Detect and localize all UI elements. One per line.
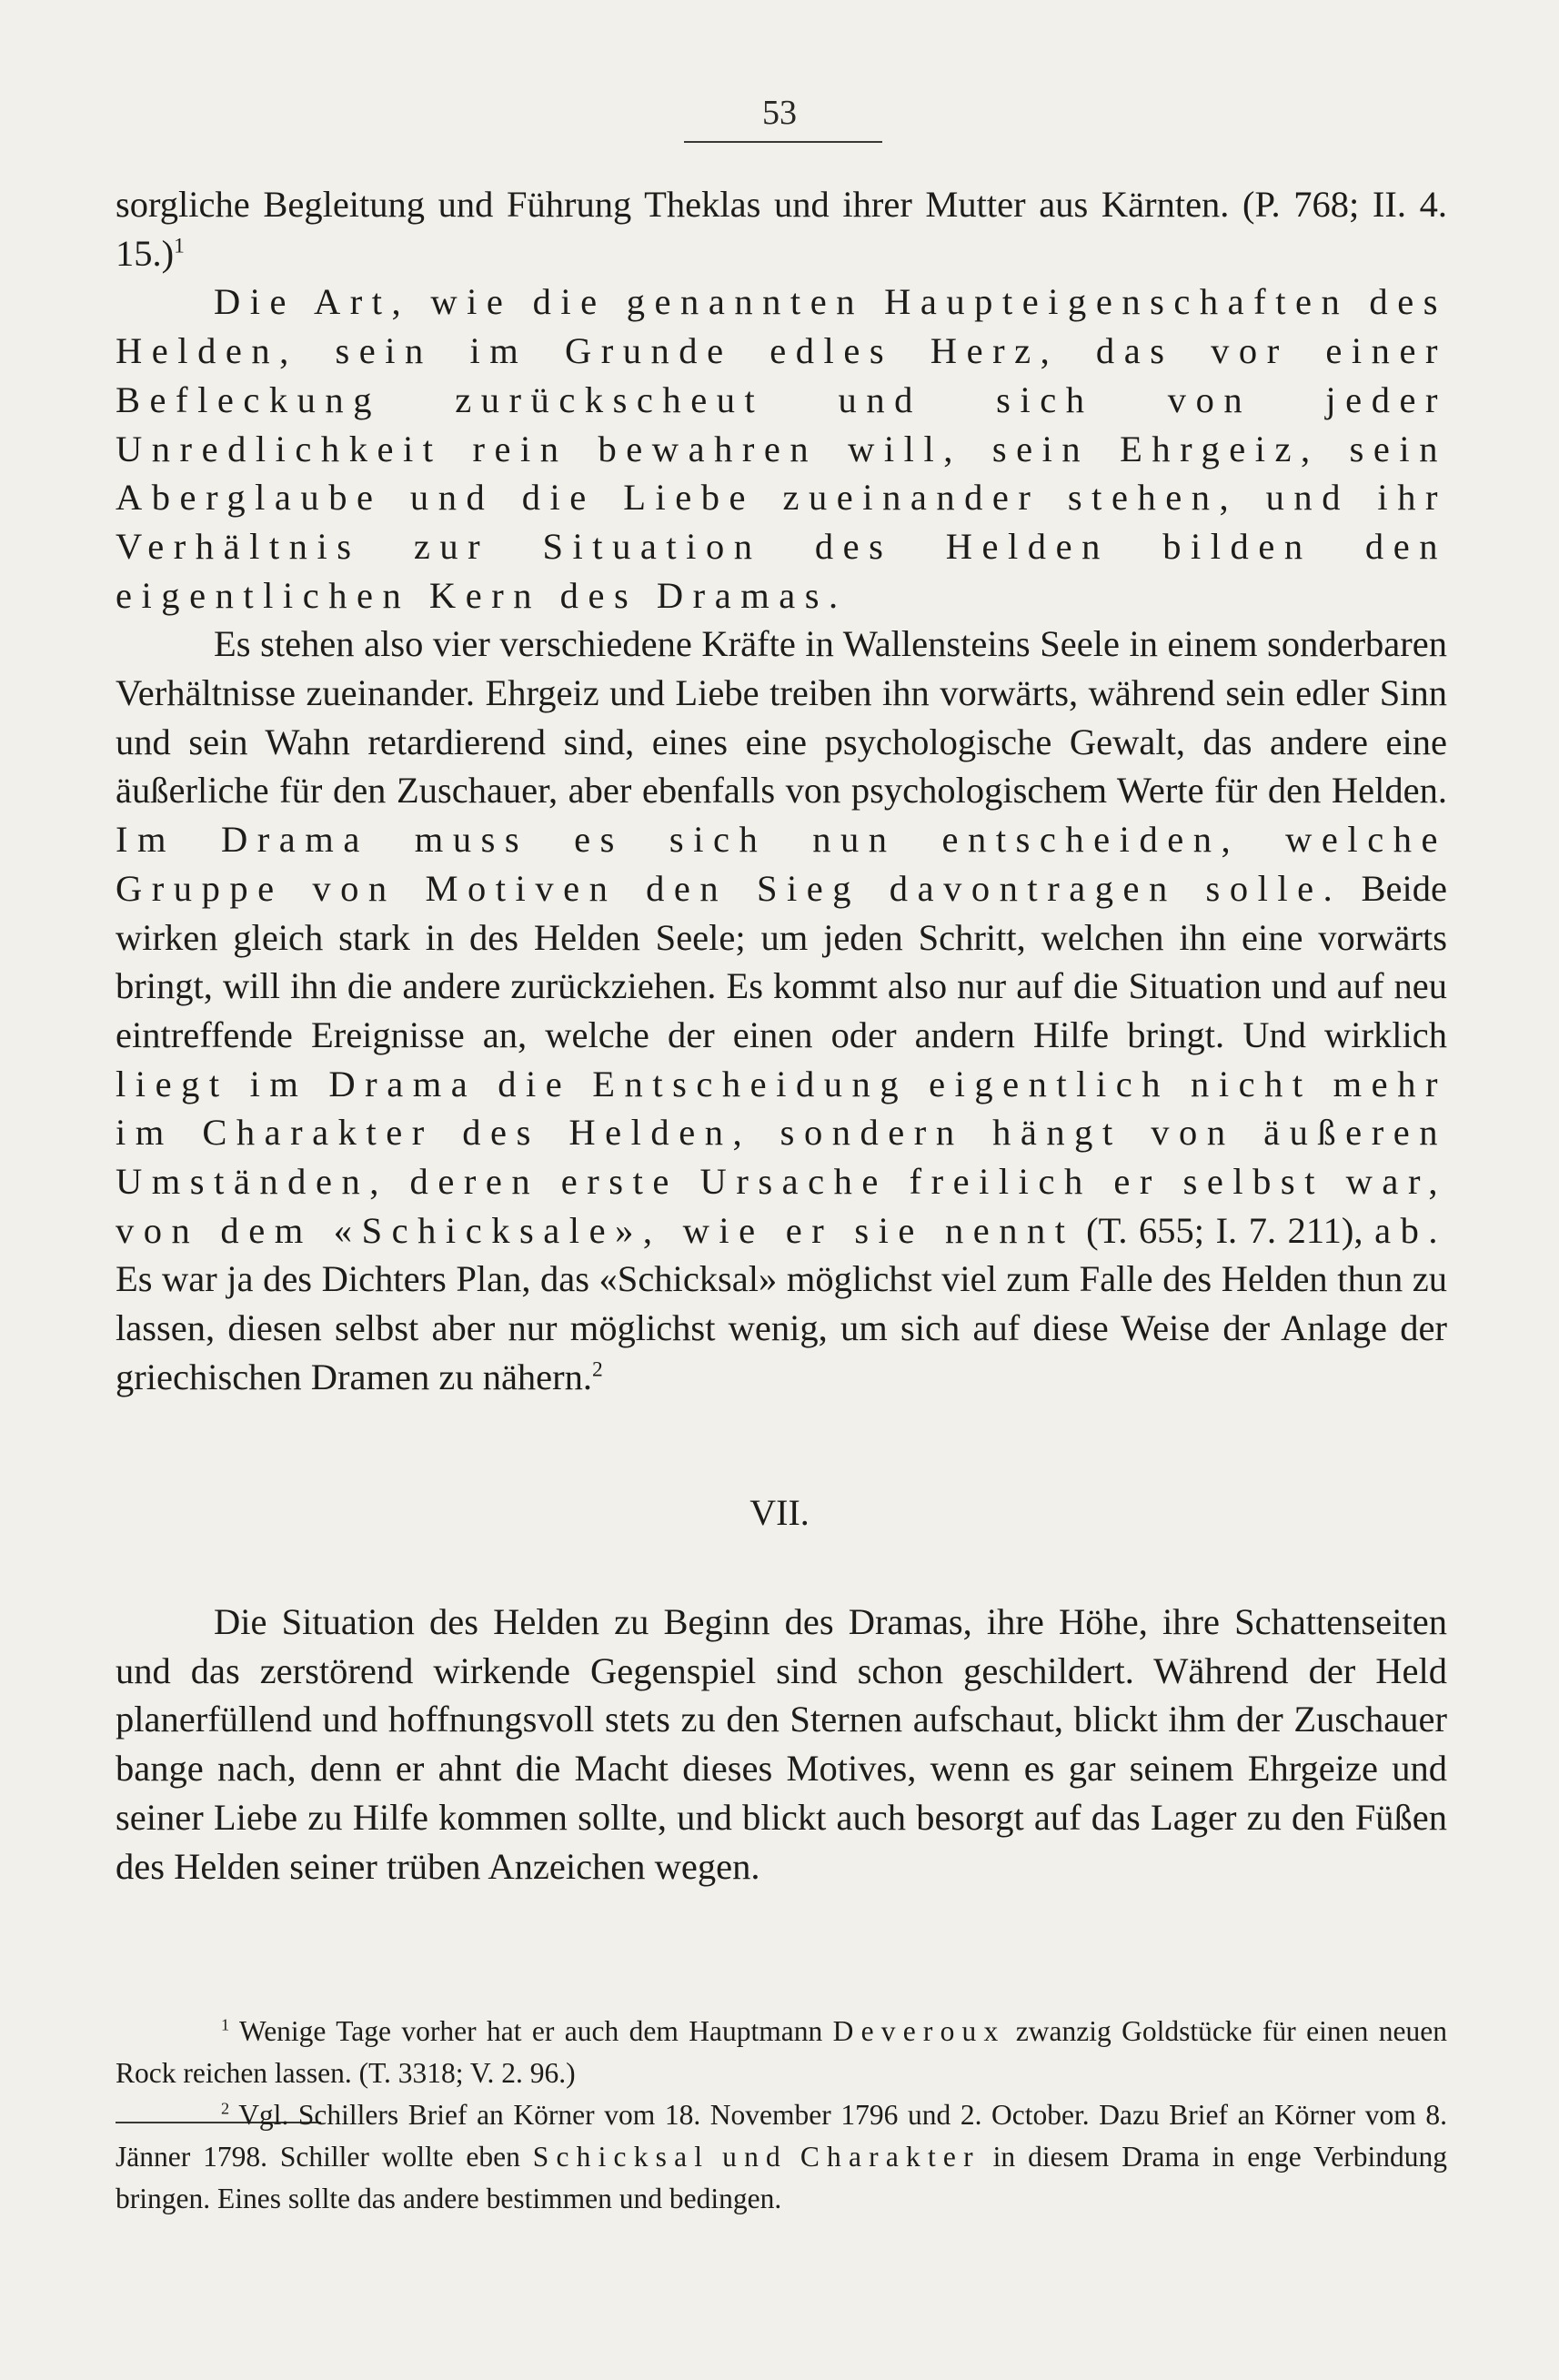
paragraph-3-spaced-a: Im Drama muss es sich nun entscheiden, welche Gruppe von Motiven den Sieg davontragen solle.: [116, 819, 1447, 909]
footnote-2-marker: 2: [221, 2099, 230, 2118]
chapter-heading: VII.: [749, 1492, 810, 1533]
page-number: 53: [762, 94, 797, 132]
footnote-2-text-a: Vgl. Schillers Brief an Körner vom 18. November 1796 und 2. October. Dazu Brief an Körner vom 8. Jänner 1798. Schiller wollte eben: [116, 2099, 1447, 2173]
paragraph-3-citation: (T. 655; I. 7. 211),: [1086, 1209, 1363, 1251]
paragraph-1: [116, 180, 1447, 277]
paragraph-3-part-g: Es war ja des Dichters Plan, das «Schicksal» möglichst viel zum Falle des Helden thun zu lassen, diesen selbst aber nur möglichst wenig, um sich auf diese Weise der Anlage der griechischen Dramen zu nähern.: [116, 1258, 1447, 1397]
footnote-2: [116, 2094, 1447, 2220]
paragraph-3-spaced-ab: ab.: [1374, 1209, 1448, 1251]
footnote-1-name: Deveroux: [832, 2015, 1006, 2047]
footnote-ref-1: 1: [174, 234, 185, 258]
main-text: [116, 180, 1447, 1402]
footnote-1-text-b: zwanzig Goldstücke für einen neuen Rock reichen lassen. (T. 3318; V. 2. 96.): [116, 2015, 1448, 2089]
section-text: [116, 1598, 1447, 1891]
paragraph-1-text: sorgliche Begleitung und Führung Theklas und ihrer Mutter aus Kärnten. (P. 768; II. 4. 15.): [116, 184, 1447, 274]
paragraph-3-spaced-d: liegt im Drama die Entscheidung eigentlich nicht mehr im Charakter des Helden, sondern hängt von äußeren Umständen, deren erste Ursache freilich er selbst war, von dem «Schicksale», wie er sie nennt: [116, 1063, 1447, 1251]
header-rule: [684, 141, 882, 143]
footnote-1-marker: 1: [221, 2015, 230, 2034]
paragraph-3-part-a: Es stehen also vier verschiedene Kräfte in Wallensteins Seele in einem sonderbaren Verhältnisse zueinander. Ehrgeiz und Liebe treiben ihn vorwärts, während sein edler Sinn und sein Wahn retardierend sind, eines eine psychologische Gewalt, das andere eine äußerliche für den Zuschauer, aber ebenfalls von psychologischem Werte für den Helden.: [116, 623, 1447, 812]
footnote-1: [116, 2011, 1447, 2094]
footnotes: [116, 2011, 1447, 2220]
footnote-2-word-2: Charakter: [800, 2141, 981, 2173]
paragraph-3-part-c: Beide wirken gleich stark in des Helden Seele; um jeden Schritt, welchen ihn eine vorwärts bringt, will ihn die andere zurückziehen. Es kommt also nur auf die Situation und auf neu eintreffende Ereignisse an, welche der einen oder andern Hilfe bringt. Und wirklich: [116, 867, 1448, 1055]
footnote-ref-2: 2: [592, 1357, 603, 1382]
footnote-2-text-b: in diesem Drama in enge Verbindung bringen. Eines sollte das andere bestimmen und bedingen.: [116, 2141, 1447, 2214]
footnote-2-word-1: Schicksal: [532, 2141, 710, 2173]
footnote-1-text-a: Wenige Tage vorher hat er auch dem Hauptmann: [238, 2015, 823, 2047]
paragraph-3: [116, 620, 1447, 1401]
paragraph-2: Die Art, wie die genannten Haupteigenschaften des Helden, sein im Grunde edles Herz, das vor einer Befleckung zurückscheut und sich von jeder Unredlichkeit rein bewahren will, sein Ehrgeiz, sein Aberglaube und die Liebe zueinander stehen, und ihr Verhältnis zur Situation des Helden bilden den eigentlichen Kern des Dramas.: [116, 281, 1447, 616]
footnote-2-and: und: [722, 2141, 788, 2173]
section-paragraph-1: Die Situation des Helden zu Beginn des Dramas, ihre Höhe, ihre Schattenseiten und das zerstörend wirkende Gegenspiel sind schon geschildert. Während der Held planerfüllend und hoffnungsvoll stets zu den Sternen aufschaut, blickt ihm der Zuschauer bange nach, denn er ahnt die Macht dieses Motives, wenn es gar seinem Ehrgeize und seiner Liebe zu Hilfe kommen sollte, und blickt auch besorgt auf das Lager zu den Füßen des Helden seiner trüben Anzeichen wegen.: [116, 1601, 1447, 1887]
